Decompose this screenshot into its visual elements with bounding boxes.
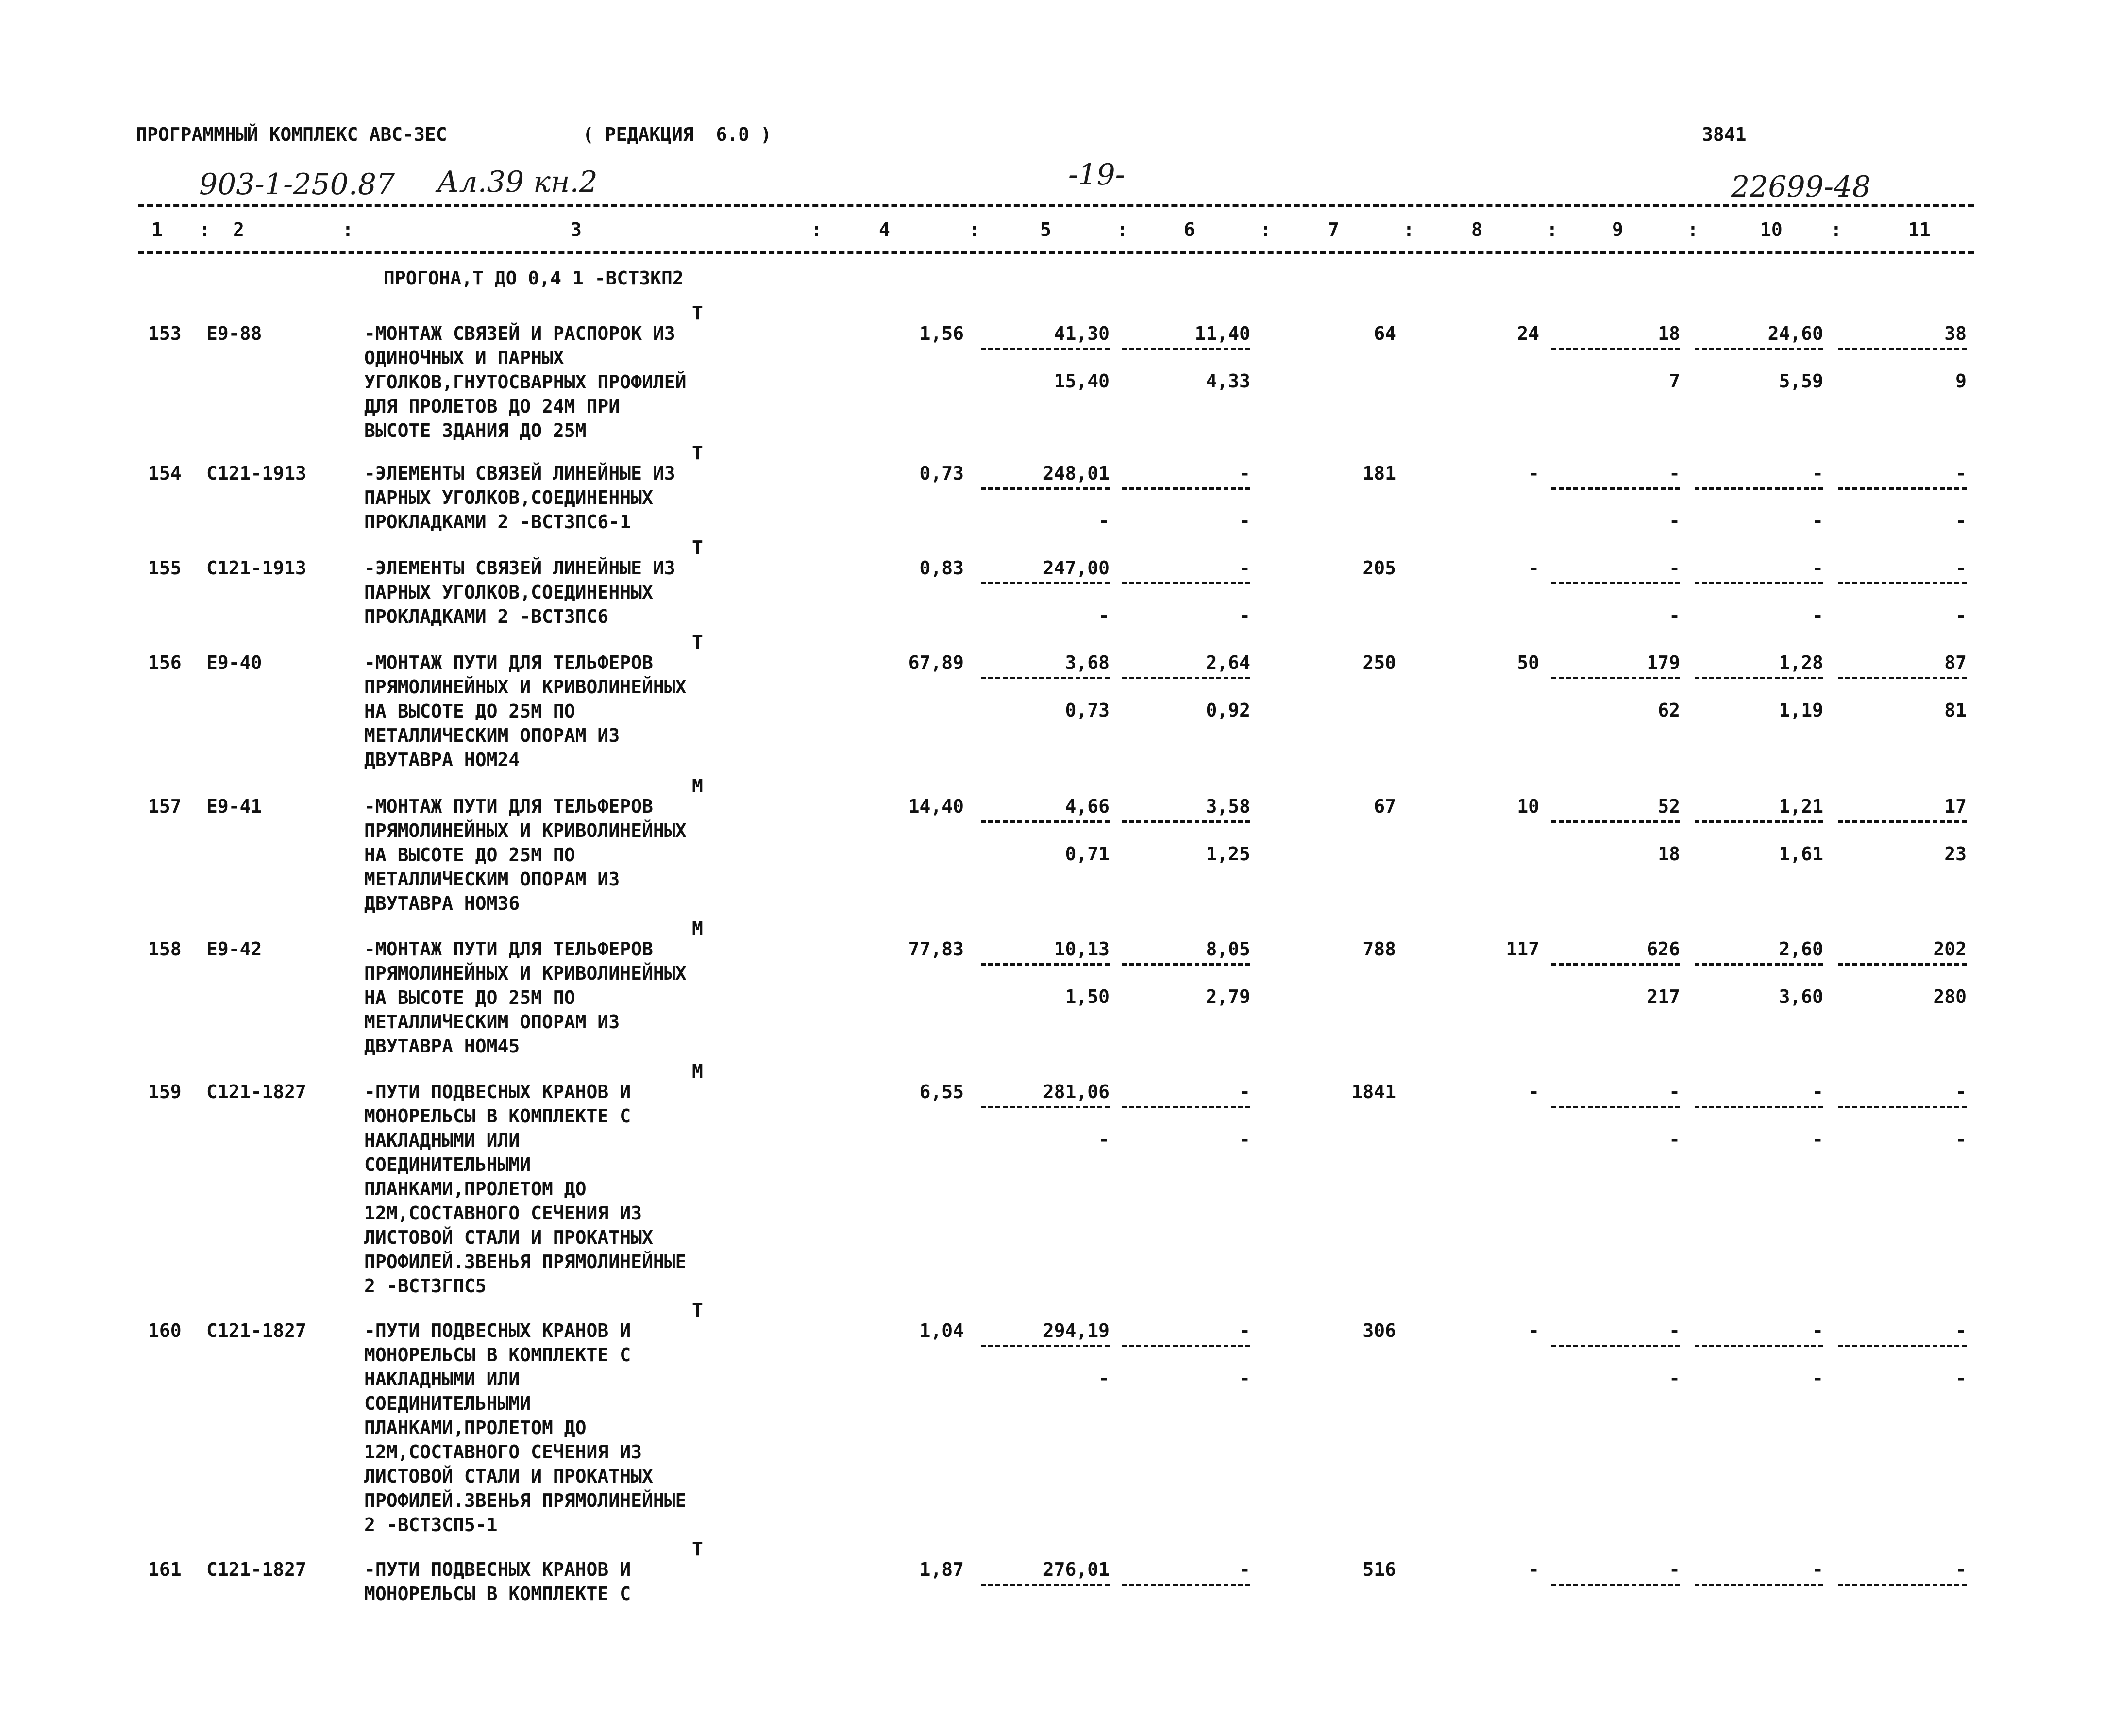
column-header-1: 1 <box>151 219 163 240</box>
col6-value-bottom: 1,25 <box>1206 843 1250 865</box>
column-header-11: 11 <box>1908 219 1931 240</box>
col5-value-top: 276,01 <box>1043 1559 1110 1580</box>
work-description: -ПУТИ ПОДВЕСНЫХ КРАНОВ И МОНОРЕЛЬСЫ В КОМПЛЕКТЕ С <box>364 1559 631 1604</box>
col6-value-bottom: 2,79 <box>1206 986 1250 1007</box>
col6-value-top: 8,05 <box>1206 938 1250 960</box>
col7-value: 205 <box>1363 557 1396 579</box>
rate-code: С121-1913 <box>206 463 306 484</box>
unit-label: Т <box>692 1300 703 1321</box>
col11-value-top: - <box>1955 1081 1967 1102</box>
fraction-divider <box>1838 487 1967 490</box>
col7-value: 306 <box>1363 1320 1396 1341</box>
col10-value-bottom: - <box>1812 1129 1823 1150</box>
fraction-divider <box>1695 820 1823 823</box>
col11-value-bottom: 23 <box>1944 843 1967 865</box>
row-number: 157 <box>148 796 182 817</box>
col10-value-top: 1,21 <box>1779 796 1823 817</box>
column-separator: : <box>1547 219 1558 240</box>
col6-value-bottom: - <box>1239 605 1250 626</box>
fraction-divider <box>1838 348 1967 350</box>
col10-value-bottom: - <box>1812 510 1823 532</box>
fraction-divider <box>981 582 1110 584</box>
col10-value-bottom: 1,19 <box>1779 700 1823 721</box>
row-number: 161 <box>148 1559 182 1580</box>
column-header-10: 10 <box>1760 219 1783 240</box>
col5-value-top: 247,00 <box>1043 557 1110 579</box>
fraction-divider <box>1838 1584 1967 1586</box>
column-separator: : <box>811 219 822 240</box>
col9-value-top: - <box>1669 1559 1680 1580</box>
edition-label: ( РЕДАКЦИЯ 6.0 ) <box>583 124 772 145</box>
col6-value-top: - <box>1239 1081 1250 1102</box>
col6-value-top: - <box>1239 463 1250 484</box>
col11-value-top: - <box>1955 1320 1967 1341</box>
fraction-divider <box>1551 487 1680 490</box>
album-number: Ал.39 кн.2 <box>437 165 598 199</box>
row-number: 155 <box>148 557 182 579</box>
unit-label: М <box>692 918 703 939</box>
column-separator: : <box>199 219 210 240</box>
col10-value-bottom: 3,60 <box>1779 986 1823 1007</box>
fraction-divider <box>1122 1345 1250 1347</box>
fraction-divider <box>1695 582 1823 584</box>
fraction-divider <box>981 487 1110 490</box>
column-separator: : <box>1687 219 1699 240</box>
col5-value-top: 294,19 <box>1043 1320 1110 1341</box>
col9-value-top: 52 <box>1658 796 1680 817</box>
header-rule-top <box>138 204 1974 207</box>
col9-value-top: - <box>1669 463 1680 484</box>
rate-code: Е9-88 <box>206 323 262 344</box>
col4-value: 0,83 <box>919 557 964 579</box>
col9-value-bottom: 7 <box>1669 370 1680 392</box>
col7-value: 181 <box>1363 463 1396 484</box>
row-number: 156 <box>148 652 182 673</box>
col4-value: 1,87 <box>919 1559 964 1580</box>
rate-code: Е9-42 <box>206 938 262 960</box>
col4-value: 77,83 <box>908 938 964 960</box>
col6-value-bottom: 4,33 <box>1206 370 1250 392</box>
col9-value-bottom: - <box>1669 1368 1680 1389</box>
col10-value-top: - <box>1812 1081 1823 1102</box>
col8-value: - <box>1528 1081 1539 1102</box>
unit-label: Т <box>692 442 703 464</box>
col4-value: 1,04 <box>919 1320 964 1341</box>
fraction-divider <box>1122 1106 1250 1108</box>
fraction-divider <box>1551 1106 1680 1108</box>
column-separator: : <box>969 219 980 240</box>
col11-value-bottom: 9 <box>1955 370 1967 392</box>
fraction-divider <box>1551 1584 1680 1586</box>
rate-code: С121-1827 <box>206 1320 306 1341</box>
col9-value-top: - <box>1669 1320 1680 1341</box>
fraction-divider <box>1122 582 1250 584</box>
col6-value-bottom: - <box>1239 1129 1250 1150</box>
unit-label: Т <box>692 1538 703 1560</box>
page-code: 3841 <box>1702 124 1747 145</box>
col10-value-top: - <box>1812 1559 1823 1580</box>
col9-value-bottom: 18 <box>1658 843 1680 865</box>
fraction-divider <box>1122 487 1250 490</box>
fraction-divider <box>1695 1345 1823 1347</box>
col10-value-top: - <box>1812 1320 1823 1341</box>
column-header-3: 3 <box>571 219 582 240</box>
col7-value: 516 <box>1363 1559 1396 1580</box>
col9-value-top: 179 <box>1647 652 1680 673</box>
col9-value-bottom: - <box>1669 605 1680 626</box>
col9-value-bottom: 217 <box>1647 986 1680 1007</box>
fraction-divider <box>981 348 1110 350</box>
col7-value: 1841 <box>1351 1081 1396 1102</box>
col11-value-top: - <box>1955 1559 1967 1580</box>
col11-value-bottom: - <box>1955 510 1967 532</box>
fraction-divider <box>1122 820 1250 823</box>
rate-code: Е9-40 <box>206 652 262 673</box>
col5-value-top: 281,06 <box>1043 1081 1110 1102</box>
col7-value: 788 <box>1363 938 1396 960</box>
col4-value: 6,55 <box>919 1081 964 1102</box>
col5-value-bottom: 15,40 <box>1054 370 1110 392</box>
col9-value-bottom: - <box>1669 510 1680 532</box>
page-number: -19- <box>1068 158 1125 192</box>
column-separator: : <box>1260 219 1271 240</box>
col10-value-top: 1,28 <box>1779 652 1823 673</box>
col11-value-top: 202 <box>1933 938 1967 960</box>
fraction-divider <box>981 1106 1110 1108</box>
work-description: -МОНТАЖ ПУТИ ДЛЯ ТЕЛЬФЕРОВ ПРЯМОЛИНЕЙНЫХ И КРИВОЛИНЕЙНЫХ НА ВЫСОТЕ ДО 25М ПО МЕТАЛЛИЧЕСКИМ ОПОРАМ ИЗ ДВУТАВРА НОМ36 <box>364 796 687 914</box>
fraction-divider <box>981 677 1110 679</box>
column-header-9: 9 <box>1612 219 1623 240</box>
row-number: 159 <box>148 1081 182 1102</box>
col5-value-top: 248,01 <box>1043 463 1110 484</box>
col7-value: 64 <box>1374 323 1396 344</box>
col6-value-bottom: 0,92 <box>1206 700 1250 721</box>
col5-value-bottom: - <box>1098 1368 1110 1389</box>
col6-value-top: 11,40 <box>1195 323 1250 344</box>
column-header-4: 4 <box>879 219 890 240</box>
rate-code: С121-1827 <box>206 1559 306 1580</box>
fraction-divider <box>1695 963 1823 966</box>
col9-value-top: - <box>1669 1081 1680 1102</box>
col6-value-top: - <box>1239 1320 1250 1341</box>
col4-value: 1,56 <box>919 323 964 344</box>
col5-value-bottom: - <box>1098 1129 1110 1150</box>
col7-value: 67 <box>1374 796 1396 817</box>
col10-value-bottom: 5,59 <box>1779 370 1823 392</box>
fraction-divider <box>1695 677 1823 679</box>
unit-label: Т <box>692 632 703 653</box>
col8-value: 50 <box>1517 652 1539 673</box>
col11-value-top: 87 <box>1944 652 1967 673</box>
col5-value-top: 3,68 <box>1065 652 1110 673</box>
fraction-divider <box>981 1584 1110 1586</box>
fraction-divider <box>981 820 1110 823</box>
work-description: -МОНТАЖ ПУТИ ДЛЯ ТЕЛЬФЕРОВ ПРЯМОЛИНЕЙНЫХ И КРИВОЛИНЕЙНЫХ НА ВЫСОТЕ ДО 25М ПО МЕТАЛЛИЧЕСКИМ ОПОРАМ ИЗ ДВУТАВРА НОМ24 <box>364 652 687 770</box>
fraction-divider <box>1838 1106 1967 1108</box>
col5-value-top: 41,30 <box>1054 323 1110 344</box>
rate-code: Е9-41 <box>206 796 262 817</box>
column-separator: : <box>342 219 353 240</box>
rate-code: С121-1913 <box>206 557 306 579</box>
fraction-divider <box>1695 348 1823 350</box>
col10-value-top: - <box>1812 463 1823 484</box>
work-description: -ПУТИ ПОДВЕСНЫХ КРАНОВ И МОНОРЕЛЬСЫ В КОМПЛЕКТЕ С НАКЛАДНЫМИ ИЛИ СОЕДИНИТЕЛЬНЫМИ ПЛАНКАМИ,ПРОЛЕТОМ ДО 12М,СОСТАВНОГО СЕЧЕНИЯ ИЗ ЛИСТОВОЙ СТАЛИ И ПРОКАТНЫХ ПРОФИЛЕЙ.ЗВЕНЬЯ ПРЯМОЛИНЕЙНЫЕ 2 -ВСТ3ГПС5 <box>364 1081 687 1297</box>
col4-value: 67,89 <box>908 652 964 673</box>
col10-value-bottom: - <box>1812 1368 1823 1389</box>
col5-value-top: 10,13 <box>1054 938 1110 960</box>
col5-value-top: 4,66 <box>1065 796 1110 817</box>
fraction-divider <box>1122 963 1250 966</box>
col11-value-top: 38 <box>1944 323 1967 344</box>
fraction-divider <box>1838 677 1967 679</box>
col10-value-top: - <box>1812 557 1823 579</box>
fraction-divider <box>1551 677 1680 679</box>
col8-value: - <box>1528 1559 1539 1580</box>
fraction-divider <box>1551 820 1680 823</box>
work-description: -ЭЛЕМЕНТЫ СВЯЗЕЙ ЛИНЕЙНЫЕ ИЗ ПАРНЫХ УГОЛКОВ,СОЕДИНЕННЫХ ПРОКЛАДКАМИ 2 -ВСТ3ПС6-1 <box>364 463 675 533</box>
fraction-divider <box>1695 1584 1823 1586</box>
work-description: -ЭЛЕМЕНТЫ СВЯЗЕЙ ЛИНЕЙНЫЕ ИЗ ПАРНЫХ УГОЛКОВ,СОЕДИНЕННЫХ ПРОКЛАДКАМИ 2 -ВСТ3ПС6 <box>364 557 675 627</box>
col8-value: - <box>1528 1320 1539 1341</box>
col5-value-bottom: 0,73 <box>1065 700 1110 721</box>
work-description: -МОНТАЖ СВЯЗЕЙ И РАСПОРОК ИЗ ОДИНОЧНЫХ И ПАРНЫХ УГОЛКОВ,ГНУТОСВАРНЫХ ПРОФИЛЕЙ ДЛЯ ПРОЛЕТОВ ДО 24М ПРИ ВЫСОТЕ ЗДАНИЯ ДО 25М <box>364 323 687 441</box>
col11-value-top: - <box>1955 463 1967 484</box>
fraction-divider <box>1551 963 1680 966</box>
col6-value-top: 3,58 <box>1206 796 1250 817</box>
col11-value-top: - <box>1955 557 1967 579</box>
row-number: 153 <box>148 323 182 344</box>
col5-value-bottom: 1,50 <box>1065 986 1110 1007</box>
work-description: -ПУТИ ПОДВЕСНЫХ КРАНОВ И МОНОРЕЛЬСЫ В КОМПЛЕКТЕ С НАКЛАДНЫМИ ИЛИ СОЕДИНИТЕЛЬНЫМИ ПЛАНКАМИ,ПРОЛЕТОМ ДО 12М,СОСТАВНОГО СЕЧЕНИЯ ИЗ ЛИСТОВОЙ СТАЛИ И ПРОКАТНЫХ ПРОФИЛЕЙ.ЗВЕНЬЯ ПРЯМОЛИНЕЙНЫЕ 2 -ВСТ3СП5-1 <box>364 1320 687 1536</box>
fraction-divider <box>1695 1106 1823 1108</box>
work-description: -МОНТАЖ ПУТИ ДЛЯ ТЕЛЬФЕРОВ ПРЯМОЛИНЕЙНЫХ И КРИВОЛИНЕЙНЫХ НА ВЫСОТЕ ДО 25М ПО МЕТАЛЛИЧЕСКИМ ОПОРАМ ИЗ ДВУТАВРА НОМ45 <box>364 938 687 1057</box>
col8-value: - <box>1528 463 1539 484</box>
doc-number: 903-1-250.87 <box>199 167 395 201</box>
column-separator: : <box>1831 219 1842 240</box>
col5-value-bottom: - <box>1098 510 1110 532</box>
unit-label: Т <box>692 302 703 324</box>
col9-value-bottom: 62 <box>1658 700 1680 721</box>
col5-value-bottom: - <box>1098 605 1110 626</box>
col8-value: - <box>1528 557 1539 579</box>
row-number: 160 <box>148 1320 182 1341</box>
header-rule-bottom <box>138 251 1974 254</box>
col6-value-top: - <box>1239 1559 1250 1580</box>
column-header-5: 5 <box>1040 219 1051 240</box>
fraction-divider <box>1838 582 1967 584</box>
row-number: 154 <box>148 463 182 484</box>
rate-code: С121-1827 <box>206 1081 306 1102</box>
fraction-divider <box>1122 677 1250 679</box>
col11-value-bottom: 280 <box>1933 986 1967 1007</box>
fraction-divider <box>1838 1345 1967 1347</box>
column-separator: : <box>1117 219 1128 240</box>
column-header-8: 8 <box>1471 219 1482 240</box>
col5-value-bottom: 0,71 <box>1065 843 1110 865</box>
col9-value-bottom: - <box>1669 1129 1680 1150</box>
col10-value-bottom: 1,61 <box>1779 843 1823 865</box>
col8-value: 10 <box>1517 796 1539 817</box>
inventory-number: 22699-48 <box>1731 170 1871 204</box>
fraction-divider <box>1838 820 1967 823</box>
col11-value-bottom: - <box>1955 605 1967 626</box>
column-header-6: 6 <box>1184 219 1195 240</box>
col10-value-top: 2,60 <box>1779 938 1823 960</box>
fraction-divider <box>981 1345 1110 1347</box>
fraction-divider <box>1122 348 1250 350</box>
continuation-line: ПРОГОНА,Т ДО 0,4 1 -ВСТ3КП2 <box>384 267 684 289</box>
col10-value-top: 24,60 <box>1767 323 1823 344</box>
col10-value-bottom: - <box>1812 605 1823 626</box>
col4-value: 0,73 <box>919 463 964 484</box>
col9-value-top: 626 <box>1647 938 1680 960</box>
unit-label: М <box>692 1061 703 1082</box>
fraction-divider <box>1695 487 1823 490</box>
col4-value: 14,40 <box>908 796 964 817</box>
fraction-divider <box>1551 582 1680 584</box>
program-title: ПРОГРАММНЫЙ КОМПЛЕКС АВС-3ЕС <box>136 124 447 145</box>
fraction-divider <box>1551 1345 1680 1347</box>
unit-label: М <box>692 775 703 797</box>
row-number: 158 <box>148 938 182 960</box>
col11-value-bottom: - <box>1955 1129 1967 1150</box>
col6-value-bottom: - <box>1239 510 1250 532</box>
col8-value: 117 <box>1506 938 1539 960</box>
col8-value: 24 <box>1517 323 1539 344</box>
col9-value-top: - <box>1669 557 1680 579</box>
col7-value: 250 <box>1363 652 1396 673</box>
column-header-7: 7 <box>1328 219 1339 240</box>
col6-value-top: - <box>1239 557 1250 579</box>
fraction-divider <box>1551 348 1680 350</box>
col11-value-top: 17 <box>1944 796 1967 817</box>
col11-value-bottom: - <box>1955 1368 1967 1389</box>
col9-value-top: 18 <box>1658 323 1680 344</box>
unit-label: Т <box>692 537 703 558</box>
column-header-2: 2 <box>233 219 244 240</box>
column-separator: : <box>1403 219 1414 240</box>
fraction-divider <box>1122 1584 1250 1586</box>
fraction-divider <box>981 963 1110 966</box>
col6-value-top: 2,64 <box>1206 652 1250 673</box>
fraction-divider <box>1838 963 1967 966</box>
col6-value-bottom: - <box>1239 1368 1250 1389</box>
col11-value-bottom: 81 <box>1944 700 1967 721</box>
